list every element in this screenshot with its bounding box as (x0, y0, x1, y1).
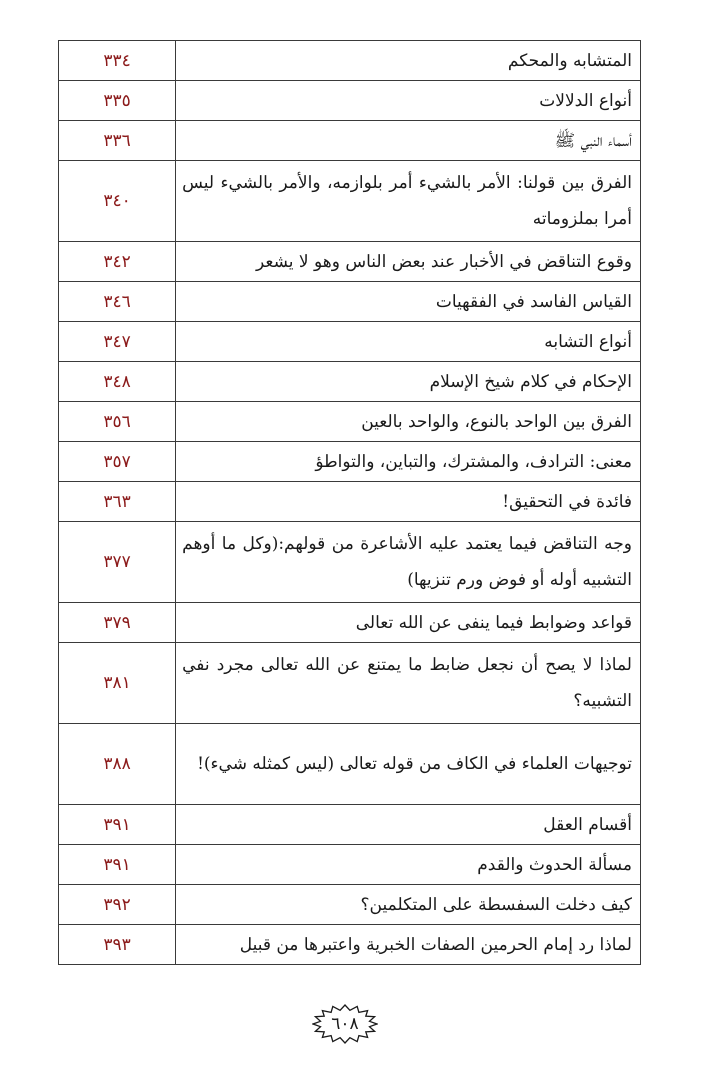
toc-row (59, 242, 641, 282)
toc-row (59, 402, 641, 442)
toc-page-number: ٣٥٦ (59, 402, 176, 442)
toc-topic: توجيهات العلماء في الكاف من قوله تعالى (ليس كمثله شيء)! (176, 724, 641, 805)
toc-topic: معنى: الترادف، والمشترك، والتباين، والتواطؤ (176, 442, 641, 482)
toc-row (59, 603, 641, 643)
toc-page-number: ٣٩٣ (59, 925, 176, 965)
toc-page-number: ٣٩٢ (59, 885, 176, 925)
toc-topic: لماذا رد إمام الحرمين الصفات الخبرية واعتبرها من قبيل (176, 925, 641, 965)
toc-page-number: ٣٤٠ (59, 161, 176, 242)
toc-page-number: ٣٨١ (59, 643, 176, 724)
toc-row (59, 282, 641, 322)
toc-page-number: ٣٤٦ (59, 282, 176, 322)
toc-row (59, 121, 641, 161)
toc-topic: القياس الفاسد في الفقهيات (176, 282, 641, 322)
toc-topic: أنواع التشابه (176, 322, 641, 362)
toc-page-number: ٣٣٦ (59, 121, 176, 161)
toc-page-number: ٣٤٨ (59, 362, 176, 402)
toc-topic: فائدة في التحقيق! (176, 482, 641, 522)
toc-topic: الإحكام في كلام شيخ الإسلام (176, 362, 641, 402)
toc-topic: الفرق بين الواحد بالنوع، والواحد بالعين (176, 402, 641, 442)
toc-page-number: ٣٧٩ (59, 603, 176, 643)
toc-row (59, 643, 641, 724)
toc-row (59, 805, 641, 845)
toc-topic: أنواع الدلالات (176, 81, 641, 121)
toc-topic: أسماء النبي ﷺ (176, 121, 641, 161)
toc-row (59, 41, 641, 81)
toc-topic: مسألة الحدوث والقدم (176, 845, 641, 885)
toc-row (59, 442, 641, 482)
toc-row (59, 522, 641, 603)
toc-row (59, 925, 641, 965)
toc-row (59, 161, 641, 242)
toc-topic: لماذا لا يصح أن نجعل ضابط ما يمتنع عن الله تعالى مجرد نفي التشبيه؟ (176, 643, 641, 724)
toc-page-number: ٣٣٤ (59, 41, 176, 81)
toc-topic: الفرق بين قولنا: الأمر بالشيء أمر بلوازمه، والأمر بالشيء ليس أمرا بملزوماته (176, 161, 641, 242)
toc-row (59, 81, 641, 121)
toc-body (59, 41, 641, 965)
toc-page-number: ٣٧٧ (59, 522, 176, 603)
toc-row (59, 885, 641, 925)
toc-topic: قواعد وضوابط فيما ينفى عن الله تعالى (176, 603, 641, 643)
toc-page-number: ٣٨٨ (59, 724, 176, 805)
toc-row (59, 362, 641, 402)
toc-topic: كيف دخلت السفسطة على المتكلمين؟ (176, 885, 641, 925)
toc-topic: وجه التناقض فيما يعتمد عليه الأشاعرة من قولهم:(وكل ما أوهم التشبيه أوله أو فوض ورم تنزيها) (176, 522, 641, 603)
toc-row (59, 322, 641, 362)
toc-page-number: ٣٤٢ (59, 242, 176, 282)
page-number: ٦٠٨ (331, 1014, 359, 1034)
toc-row (59, 724, 641, 805)
toc-topic: أقسام العقل (176, 805, 641, 845)
toc-page-number: ٣٣٥ (59, 81, 176, 121)
toc-page-number: ٣٦٣ (59, 482, 176, 522)
toc-page-number: ٣٤٧ (59, 322, 176, 362)
page-number-badge (312, 1004, 378, 1044)
toc-topic: وقوع التناقض في الأخبار عند بعض الناس وهو لا يشعر (176, 242, 641, 282)
toc-row (59, 845, 641, 885)
toc-page-number: ٣٩١ (59, 805, 176, 845)
toc-page-number: ٣٩١ (59, 845, 176, 885)
toc-table (58, 40, 641, 965)
toc-page-number: ٣٥٧ (59, 442, 176, 482)
toc-topic: المتشابه والمحكم (176, 41, 641, 81)
toc-row (59, 482, 641, 522)
